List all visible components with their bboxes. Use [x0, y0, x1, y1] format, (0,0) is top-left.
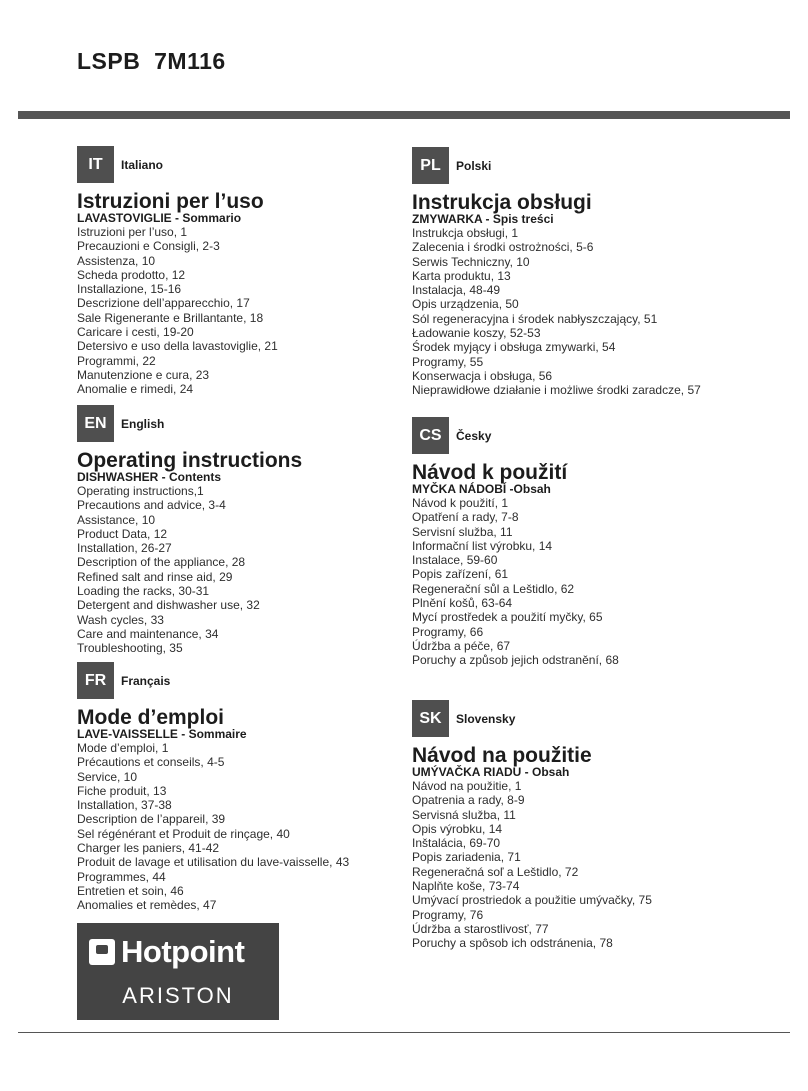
toc-item: Wash cycles, 33	[77, 612, 164, 627]
toc-item: Entretien et soin, 46	[77, 883, 184, 898]
section-subtitle: DISHWASHER - Contents	[77, 470, 221, 484]
section-sk	[412, 700, 722, 951]
toc-item: Precauzioni e Consigli, 2-3	[77, 239, 220, 254]
toc-item: Refined salt and rinse aid, 29	[77, 569, 233, 584]
language-code-badge: IT	[77, 146, 114, 183]
toc-item: Assistance, 10	[77, 512, 156, 527]
language-name: Slovensky	[456, 711, 516, 726]
language-code-badge: SK	[412, 700, 449, 737]
section-subtitle: UMÝVAČKA RIADU - Obsah	[412, 765, 570, 779]
hotpoint-ariston-logo	[77, 923, 279, 1020]
language-name: Français	[121, 673, 171, 688]
section-title: Instrukcja obsługi	[412, 191, 592, 214]
section-title: Návod k použití	[412, 461, 568, 484]
toc-item: Plnění košů, 63-64	[412, 596, 513, 611]
toc-list	[77, 741, 387, 913]
toc-item: Sól regeneracyjna i środek nabłyszczający, 51	[412, 311, 658, 326]
section-title: Mode d’emploi	[77, 706, 224, 729]
toc-item: Zalecenia i środki ostrożności, 5-6	[412, 240, 594, 255]
logo-brand-hotpoint: Hotpoint	[121, 934, 245, 969]
logo-brand-ariston: ARISTON	[122, 983, 234, 1008]
toc-item: Description de l’appareil, 39	[77, 812, 226, 827]
language-name: Česky	[456, 428, 492, 443]
toc-item: Detersivo e uso della lavastoviglie, 21	[77, 339, 278, 354]
toc-item: Loading the racks, 30-31	[77, 584, 210, 599]
toc-item: Naplňte koše, 73-74	[412, 879, 520, 894]
toc-item: Środek myjący i obsługa zmywarki, 54	[412, 340, 616, 355]
toc-item: Servisná služba, 11	[412, 807, 516, 822]
toc-list	[77, 225, 387, 397]
toc-item: Opatření a rady, 7-8	[412, 510, 519, 525]
toc-list	[77, 484, 387, 656]
toc-item: Ładowanie koszy, 52-53	[412, 326, 541, 341]
toc-item: Umývací prostriedok a použitie umývačky, 75	[412, 893, 652, 908]
toc-item: Serwis Techniczny, 10	[412, 254, 530, 269]
toc-item: Instrukcja obsługi, 1	[412, 226, 519, 240]
toc-item: Opis urządzenia, 50	[412, 297, 519, 312]
toc-item: Údržba a starostlivosť, 77	[412, 921, 549, 936]
toc-item: Assistenza, 10	[77, 253, 156, 268]
toc-list	[412, 496, 722, 668]
toc-list	[412, 779, 722, 951]
toc-item: Caricare i cesti, 19-20	[77, 325, 194, 340]
language-header	[412, 700, 722, 737]
toc-item: Istruzioni per l’uso, 1	[77, 225, 188, 239]
language-code-badge: PL	[412, 147, 449, 184]
toc-item: Mycí prostředek a použití myčky, 65	[412, 610, 603, 625]
language-code-badge: CS	[412, 417, 449, 454]
section-subtitle: LAVASTOVIGLIE - Sommario	[77, 211, 242, 225]
language-header	[77, 662, 387, 699]
toc-item: Installazione, 15-16	[77, 282, 182, 297]
toc-item: Programmes, 44	[77, 869, 166, 884]
toc-item: Manutenzione e cura, 23	[77, 367, 210, 382]
language-header	[77, 146, 387, 183]
toc-item: Poruchy a způsob jejich odstranění, 68	[412, 653, 619, 668]
toc-item: Servisní služba, 11	[412, 524, 513, 539]
toc-item: Instalace, 59-60	[412, 553, 498, 568]
toc-item: Údržba a péče, 67	[412, 638, 511, 653]
toc-item: Poruchy a spôsob ich odstránenia, 78	[412, 936, 613, 951]
toc-item: Mode d’emploi, 1	[77, 741, 169, 755]
section-it	[77, 146, 387, 397]
section-subtitle: MYČKA NÁDOBÍ -Obsah	[412, 482, 551, 496]
language-name: Italiano	[121, 157, 164, 172]
toc-item: Opis výrobku, 14	[412, 821, 503, 836]
section-title: Istruzioni per l’uso	[77, 190, 264, 213]
toc-list	[412, 226, 722, 398]
toc-item: Popis zariadenia, 71	[412, 850, 521, 865]
top-divider	[18, 111, 790, 119]
section-pl	[412, 147, 722, 398]
section-cs	[412, 417, 722, 668]
toc-item: Opatrenia a rady, 8-9	[412, 793, 525, 808]
toc-item: Sale Rigenerante e Brillantante, 18	[77, 310, 264, 325]
toc-item: Fiche produit, 13	[77, 783, 167, 798]
section-fr	[77, 662, 387, 913]
toc-item: Scheda prodotto, 12	[77, 267, 186, 282]
section-subtitle: LAVE-VAISSELLE - Sommaire	[77, 727, 247, 741]
toc-item: Detergent and dishwasher use, 32	[77, 598, 260, 613]
toc-item: Sel régénérant et Produit de rinçage, 40	[77, 826, 290, 841]
language-name: Polski	[456, 158, 492, 173]
toc-item: Nieprawidłowe działanie i możliwe środki zaradcze, 57	[412, 383, 701, 398]
toc-item: Programy, 76	[412, 907, 484, 922]
toc-item: Produit de lavage et utilisation du lave-vaisselle, 43	[77, 855, 350, 870]
toc-item: Návod k použití, 1	[412, 496, 509, 510]
language-name: English	[121, 416, 165, 431]
toc-item: Popis zařízení, 61	[412, 567, 509, 582]
toc-item: Care and maintenance, 34	[77, 626, 219, 641]
toc-item: Konserwacja i obsługa, 56	[412, 368, 553, 383]
section-subtitle: ZMYWARKA - Spis treści	[412, 212, 554, 226]
bottom-divider	[18, 1032, 790, 1033]
toc-item: Návod na použitie, 1	[412, 779, 522, 793]
toc-item: Installation, 26-27	[77, 541, 172, 556]
toc-item: Regeneračná soľ a Leštidlo, 72	[412, 864, 579, 879]
toc-item: Precautions and advice, 3-4	[77, 498, 226, 513]
toc-item: Anomalie e rimedi, 24	[77, 382, 194, 397]
section-title: Operating instructions	[77, 449, 303, 472]
language-header	[77, 405, 387, 442]
toc-item: Installation, 37-38	[77, 798, 172, 813]
toc-item: Programmi, 22	[77, 353, 156, 368]
toc-item: Service, 10	[77, 769, 138, 784]
hotpoint-logo-icon	[89, 939, 115, 965]
language-header	[412, 417, 722, 454]
toc-item: Inštalácia, 69-70	[412, 836, 501, 851]
toc-item: Précautions et conseils, 4-5	[77, 755, 225, 770]
logo-top-line	[89, 934, 244, 970]
toc-item: Karta produktu, 13	[412, 268, 511, 283]
toc-item: Regenerační sůl a Leštidlo, 62	[412, 581, 575, 596]
toc-item: Instalacja, 48-49	[412, 283, 501, 298]
section-en	[77, 405, 387, 656]
toc-item: Operating instructions,1	[77, 484, 204, 498]
model-number: LSPB 7M116	[77, 48, 226, 74]
language-code-badge: FR	[77, 662, 114, 699]
toc-item: Programy, 66	[412, 624, 484, 639]
toc-item: Charger les paniers, 41-42	[77, 841, 220, 856]
toc-item: Programy, 55	[412, 354, 484, 369]
toc-item: Product Data, 12	[77, 526, 168, 541]
section-title: Návod na použitie	[412, 744, 592, 767]
toc-item: Anomalies et remèdes, 47	[77, 898, 217, 913]
toc-item: Description of the appliance, 28	[77, 555, 246, 570]
toc-item: Troubleshooting, 35	[77, 641, 183, 656]
toc-item: Descrizione dell’apparecchio, 17	[77, 296, 250, 311]
language-code-badge: EN	[77, 405, 114, 442]
language-header	[412, 147, 722, 184]
toc-item: Informační list výrobku, 14	[412, 538, 553, 553]
